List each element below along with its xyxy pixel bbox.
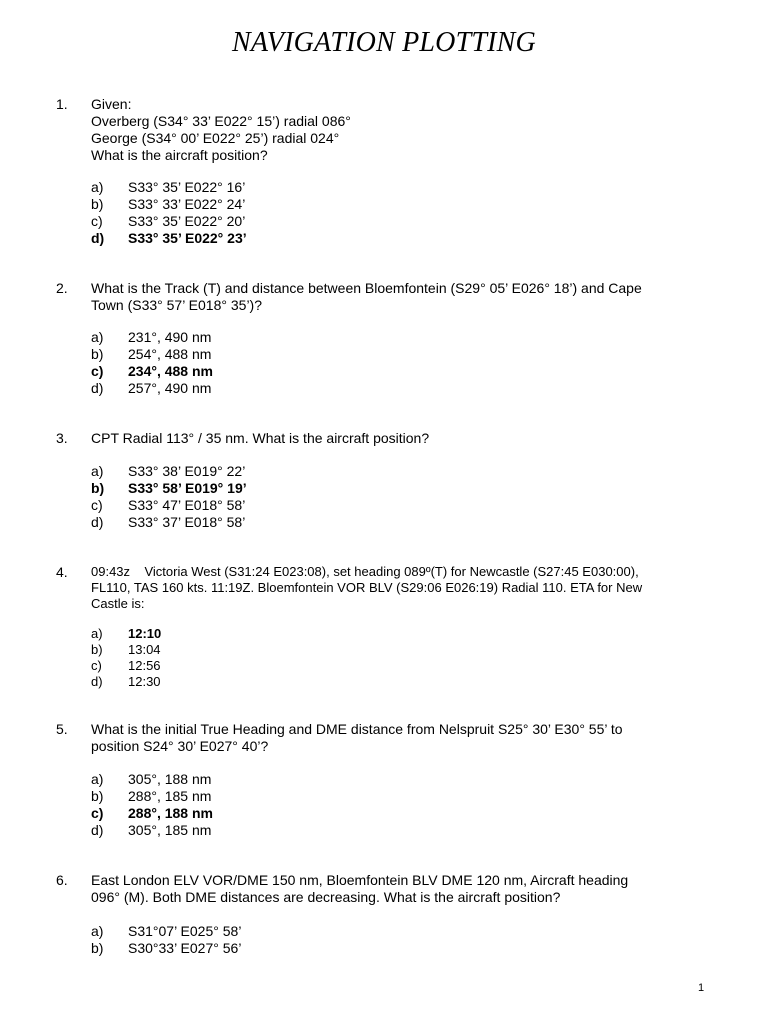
question-number: 4.	[56, 564, 68, 580]
question-number: 5.	[56, 721, 68, 737]
question-line: 096° (M). Both DME distances are decreasing. What is the aircraft position?	[91, 889, 561, 905]
option-text: S31°07’ E025° 58’	[128, 923, 242, 939]
option-letter: c)	[91, 658, 102, 673]
option-letter: a)	[91, 329, 104, 345]
question-text	[91, 430, 711, 447]
question-number: 6.	[56, 872, 68, 888]
option-letter: b)	[91, 788, 104, 804]
question-line: 09:43z Victoria West (S31:24 E023:08), set heading 089º(T) for Newcastle (S27:45 E030:00),	[91, 564, 639, 579]
option-text: S30°33’ E027° 56’	[128, 940, 242, 956]
option-letter: b)	[91, 940, 104, 956]
option-letter: b)	[91, 346, 104, 362]
option-text: 12:56	[128, 658, 161, 673]
option-text: 305°, 185 nm	[128, 822, 212, 838]
option-text: 12:30	[128, 674, 161, 689]
option-letter: c)	[91, 805, 104, 821]
option-text: 288°, 188 nm	[128, 805, 213, 821]
option-text: S33° 37’ E018° 58’	[128, 514, 246, 530]
option-text: 12:10	[128, 626, 162, 641]
question-line: What is the Track (T) and distance between Bloemfontein (S29° 05’ E026° 18’) and Cape	[91, 280, 642, 296]
question-number: 3.	[56, 430, 68, 446]
option-text: S33° 47’ E018° 58’	[128, 497, 246, 513]
question-line: George (S34° 00’ E022° 25’) radial 024°	[91, 130, 340, 146]
option-letter: d)	[91, 380, 104, 396]
question-line: Overberg (S34° 33’ E022° 15’) radial 086°	[91, 113, 351, 129]
question-text	[91, 872, 711, 906]
option-text: S33° 35’ E022° 23’	[128, 230, 247, 246]
question-line: East London ELV VOR/DME 150 nm, Bloemfontein BLV DME 120 nm, Aircraft heading	[91, 872, 629, 888]
question-text	[91, 564, 711, 612]
option-letter: c)	[91, 213, 103, 229]
option-text: S33° 33’ E022° 24’	[128, 196, 246, 212]
option-letter: c)	[91, 497, 103, 513]
question-line: Town (S33° 57’ E018° 35’)?	[91, 297, 263, 313]
option-letter: a)	[91, 463, 104, 479]
question-line: Given:	[91, 96, 132, 112]
question-text	[91, 96, 711, 164]
page-number: 1	[698, 982, 705, 994]
option-letter: a)	[91, 771, 104, 787]
option-text: S33° 38’ E019° 22’	[128, 463, 246, 479]
question-line: FL110, TAS 160 kts. 11:19Z. Bloemfontein VOR BLV (S29:06 E026:19) Radial 110. ETA for New	[91, 580, 643, 595]
question-line: position S24° 30’ E027° 40’?	[91, 738, 269, 754]
option-letter: c)	[91, 363, 104, 379]
option-letter: b)	[91, 642, 103, 657]
question-number: 2.	[56, 280, 68, 296]
option-letter: a)	[91, 923, 104, 939]
question-text	[91, 280, 711, 314]
option-letter: d)	[91, 674, 103, 689]
question-line: Castle is:	[91, 596, 145, 611]
option-letter: d)	[91, 514, 104, 530]
option-text: 13:04	[128, 642, 161, 657]
option-text: S33° 35’ E022° 20’	[128, 213, 246, 229]
question-number: 1.	[56, 96, 68, 112]
option-text: 257°, 490 nm	[128, 380, 212, 396]
option-letter: b)	[91, 196, 104, 212]
option-letter: d)	[91, 230, 105, 246]
option-letter: b)	[91, 480, 105, 496]
option-text: 231°, 490 nm	[128, 329, 212, 345]
page-title: NAVIGATION PLOTTING	[232, 27, 536, 58]
option-letter: a)	[91, 179, 104, 195]
option-letter: a)	[91, 626, 103, 641]
question-line: What is the aircraft position?	[91, 147, 268, 163]
option-text: S33° 58’ E019° 19’	[128, 480, 247, 496]
question-line: CPT Radial 113° / 35 nm. What is the aircraft position?	[91, 430, 430, 446]
option-text: S33° 35’ E022° 16’	[128, 179, 246, 195]
option-letter: d)	[91, 822, 104, 838]
question-text	[91, 721, 711, 755]
option-text: 234°, 488 nm	[128, 363, 213, 379]
option-text: 288°, 185 nm	[128, 788, 212, 804]
option-text: 254°, 488 nm	[128, 346, 212, 362]
option-text: 305°, 188 nm	[128, 771, 212, 787]
question-line: What is the initial True Heading and DME distance from Nelspruit S25° 30’ E30° 55’ to	[91, 721, 623, 737]
